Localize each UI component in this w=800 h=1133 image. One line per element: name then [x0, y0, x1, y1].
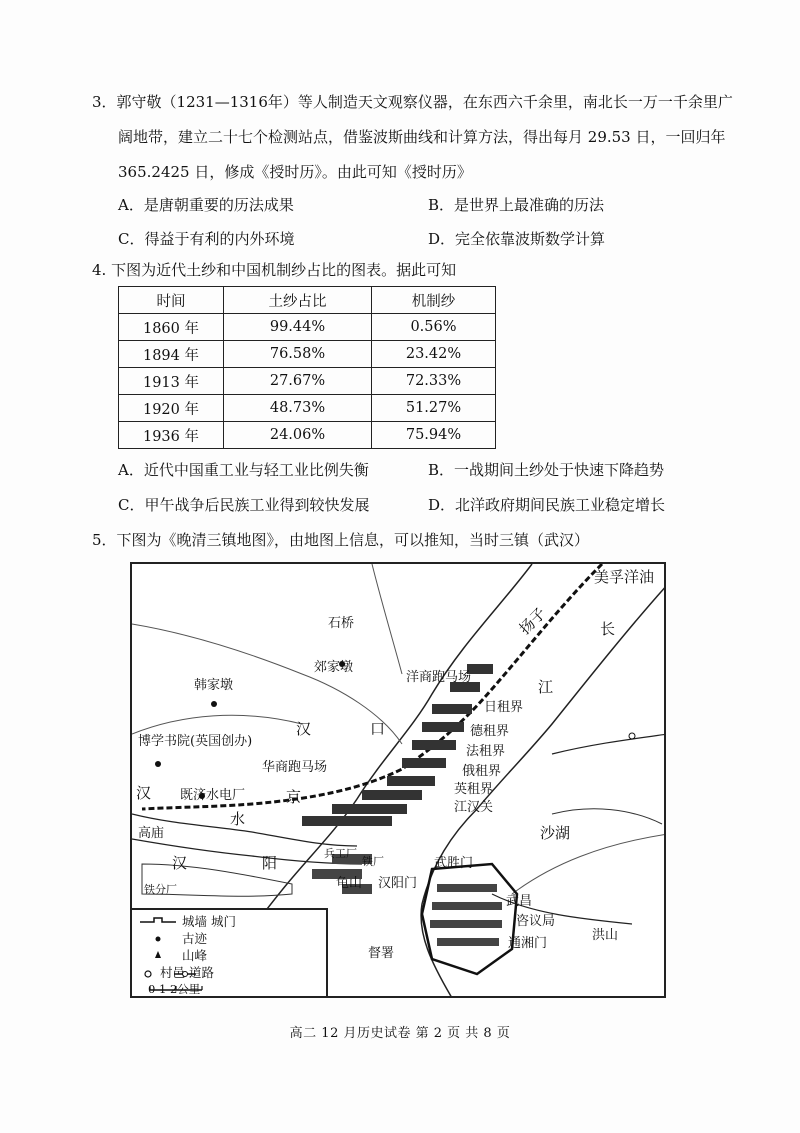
map-label-huashang-paomachang: 华商跑马场: [262, 760, 328, 775]
q5-stem-text: 下图为《晚清三镇地图》，由地图上信息，可以推知，当时三镇（武汉）: [116, 531, 590, 549]
q3-number: 3．: [92, 93, 117, 111]
map-label-shui: 水: [230, 810, 246, 828]
q3-option-b[interactable]: B．是世界上最准确的历法: [428, 196, 605, 214]
map-label-jiang: 江: [538, 678, 554, 696]
q3-option-d[interactable]: D．完全依靠波斯数学计算: [428, 230, 606, 248]
map-label-wushengmen: 武胜门: [434, 856, 474, 871]
map-label-hanyang-yang: 阳: [262, 854, 278, 872]
late-qing-wuhan-map: [130, 562, 666, 998]
map-label-e-zujie: 俄租界: [462, 764, 502, 779]
yarn-share-table: [118, 286, 496, 449]
map-label-wuchang: 武昌: [506, 894, 533, 909]
map-label-hongshan: 洪山: [592, 928, 619, 943]
q3-option-c[interactable]: C．得益于有利的内外环境: [118, 230, 295, 248]
map-label-ziyiju: 咨议局: [516, 914, 556, 929]
contour-line: [512, 834, 666, 894]
q3-stem-text1: 郭守敬（1231—1316年）等人制造天文观察仪器，在东西六千余里，南北长一万一千余里广: [116, 93, 733, 111]
table-cell: 48.73%: [224, 395, 372, 422]
q4-option-d[interactable]: D．北洋政府期间民族工业稳定增长: [428, 496, 666, 514]
map-label-shahu: 沙湖: [540, 824, 571, 842]
q4-stem: [92, 260, 456, 280]
table-row: [119, 314, 496, 341]
map-label-shiqiao: 石桥: [328, 616, 355, 631]
table-cell: 1894 年: [119, 341, 224, 368]
map-label-guishan: 龟山: [336, 876, 363, 891]
table-row: [119, 395, 496, 422]
q3-stem-line2: 阔地带，建立二十七个检测站点，借鉴波斯曲线和计算方法，得出每月 29.53 日，一回归年: [118, 128, 726, 146]
legend-scale: 0 1 2公里: [148, 982, 201, 996]
map-label-hanjiadun: 韩家墩: [194, 678, 234, 693]
q4-option-c[interactable]: C．甲午战争后民族工业得到较快发展: [118, 496, 370, 514]
q4-stem-text: 下图为近代土纱和中国机制纱占比的图表。据此可知: [111, 261, 457, 279]
village-dot: [155, 761, 161, 767]
wuchang-city-wall: [422, 864, 517, 974]
q4-number: 4.: [92, 261, 107, 279]
table-row: [119, 341, 496, 368]
map-label-yangzi: 扬子: [515, 604, 550, 639]
table-header-cell: 土纱占比: [224, 287, 372, 314]
village-dot: [211, 701, 217, 707]
contour-line: [132, 715, 302, 734]
table-cell: 0.56%: [372, 314, 496, 341]
map-label-yangshang-paomachang: 洋商跑马场: [406, 670, 472, 685]
map-label-han-river: 汉: [136, 784, 152, 802]
map-label-hanyang-han: 汉: [172, 854, 188, 872]
legend-peak: 山峰: [182, 948, 208, 963]
table-cell: 1860 年: [119, 314, 224, 341]
table-cell: 1920 年: [119, 395, 224, 422]
table-cell: 72.33%: [372, 368, 496, 395]
map-legend: [132, 908, 328, 998]
road: [552, 734, 666, 754]
map-label-tiechang: 铁厂: [362, 855, 384, 868]
table-cell: 51.27%: [372, 395, 496, 422]
legend-wall-gate: 城墙 城门: [182, 914, 236, 929]
table-header-row: [119, 287, 496, 314]
page-footer: 高二 12 月历史试卷 第 2 页 共 8 页: [289, 1026, 511, 1041]
contour-line: [372, 564, 402, 674]
q4-option-a[interactable]: A．近代中国重工业与轻工业比例失衡: [118, 461, 369, 479]
table-cell: 23.42%: [372, 341, 496, 368]
map-label-gaomiao: 高庙: [138, 826, 165, 841]
table-cell: 76.58%: [224, 341, 372, 368]
map-label-dushu: 督署: [368, 946, 395, 961]
map-label-jianghanguan: 江汉关: [454, 800, 494, 815]
map-label-ri-zujie: 日租界: [484, 700, 524, 715]
map-label-de-zujie: 德租界: [470, 724, 510, 739]
map-label-jing: 京: [286, 788, 302, 806]
q5-number: 5．: [92, 531, 117, 549]
q4-option-b[interactable]: B．一战期间土纱处于快速下降趋势: [428, 461, 665, 479]
legend-relic: 古迹: [182, 931, 208, 946]
q3-stem-line1: [92, 92, 733, 112]
village-dot: [629, 733, 635, 739]
map-label-binggongchang: 兵工厂: [324, 847, 357, 860]
wuchang-city-blocks: [430, 884, 502, 946]
map-label-ying-zujie: 英租界: [454, 782, 494, 797]
q3-option-a[interactable]: A．是唐朝重要的历法成果: [118, 196, 294, 214]
table-cell: 27.67%: [224, 368, 372, 395]
table-row: [119, 368, 496, 395]
q5-stem: [92, 530, 589, 550]
map-label-boxue-shuyuan: 博学书院(英国创办): [138, 734, 253, 749]
map-label-tongxiangmen: 通湘门: [508, 936, 548, 951]
map-label-chang: 长: [600, 620, 616, 638]
legend-village-road: 村邑 道路: [160, 965, 214, 980]
map-label-hanyangmen: 汉阳门: [378, 876, 418, 891]
map-label-jiangjiadun: 郊家墩: [314, 660, 354, 675]
table-header-cell: 机制纱: [372, 287, 496, 314]
map-label-zhongluchang: 铁分厂: [144, 883, 177, 896]
map-label-han: 汉: [296, 720, 312, 738]
table-cell: 24.06%: [224, 422, 372, 449]
map-label-jiji-shuidianchang: 既济水电厂: [180, 788, 246, 803]
table-cell: 99.44%: [224, 314, 372, 341]
contour-line: [132, 624, 402, 744]
sha-lake: [552, 809, 662, 824]
table-cell: 75.94%: [372, 422, 496, 449]
map-label-fa-zujie: 法租界: [466, 744, 506, 759]
table-row: [119, 422, 496, 449]
table-header-cell: 时间: [119, 287, 224, 314]
table-cell: 1913 年: [119, 368, 224, 395]
q3-stem-line3: 365.2425 日，修成《授时历》。由此可知《授时历》: [118, 163, 472, 181]
table-cell: 1936 年: [119, 422, 224, 449]
map-label-meifu: 美孚洋油: [594, 568, 655, 586]
map-label-kou: 口: [370, 720, 386, 738]
